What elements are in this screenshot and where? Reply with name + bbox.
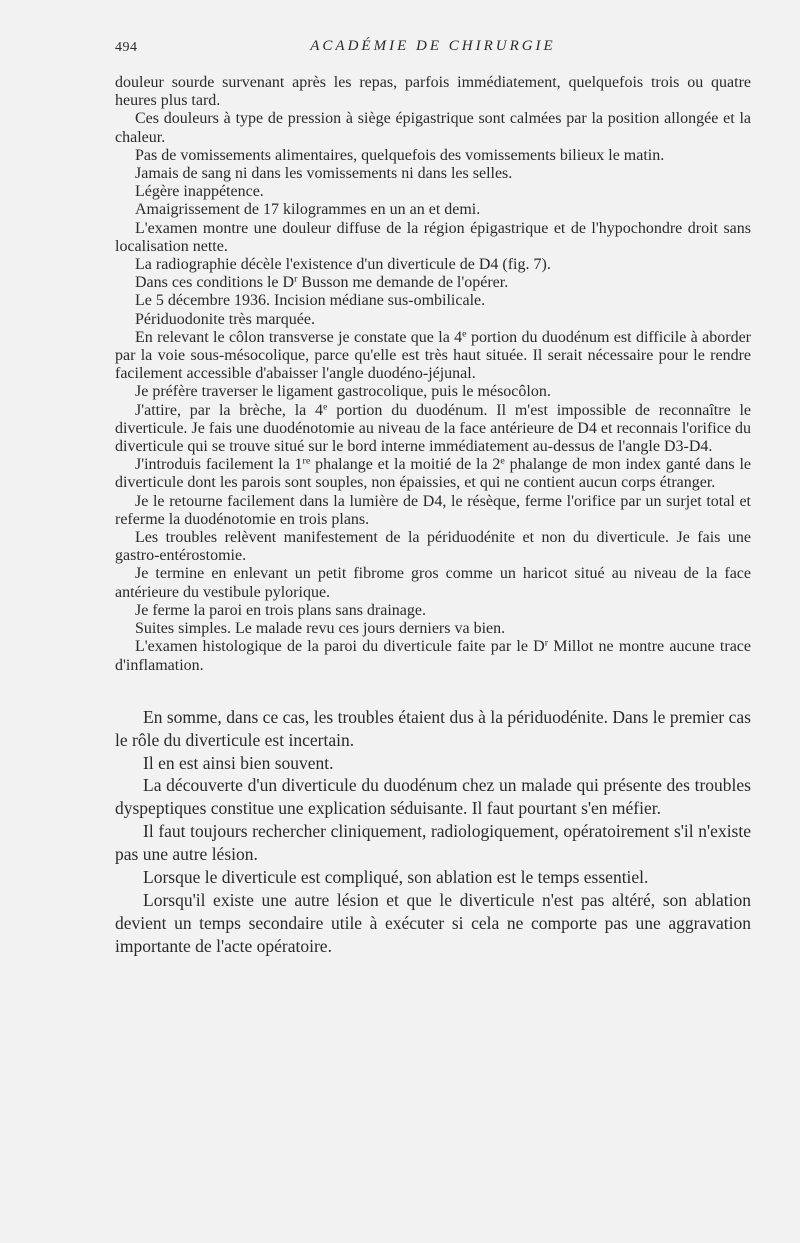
paragraph: Jamais de sang ni dans les vomissements ni dans les selles. bbox=[135, 165, 513, 183]
paragraph bbox=[115, 402, 751, 457]
paragraph bbox=[115, 456, 751, 492]
paragraph: Il faut toujours rechercher cliniquement, radiologiquement, opératoirement s'il n'existe pas une autre lésion. bbox=[115, 821, 751, 865]
paragraph: Suites simples. Le malade revu ces jours derniers va bien. bbox=[135, 620, 506, 638]
paragraph: Périduodonite très marquée. bbox=[135, 310, 315, 328]
superscript: r bbox=[544, 637, 549, 649]
paragraph: L'examen montre une douleur diffuse de la région épigastrique et de l'hypochondre droit sans localisation nette. bbox=[115, 219, 751, 255]
paragraph: Pas de vomissements alimentaires, quelquefois des vomissements bilieux le matin. bbox=[135, 146, 665, 164]
paragraph: La radiographie décèle l'existence d'un diverticule de D4 (fig. 7). bbox=[135, 256, 551, 274]
paragraph: Je ferme la paroi en trois plans sans drainage. bbox=[135, 601, 427, 619]
paragraph: douleur sourde survenant après les repas, parfois immédiatement, quelquefois trois ou quatre heures plus tard. bbox=[115, 74, 751, 110]
paragraph: Amaigrissement de 17 kilogrammes en un an et demi. bbox=[135, 201, 481, 219]
paragraph: Je le retourne facilement dans la lumière de D4, le résèque, ferme l'orifice par un surjet total et referme la duodénotomie en trois plans. bbox=[115, 492, 751, 528]
paragraph: Ces douleurs à type de pression à siège épigastrique sont calmées par la position allongée et la chaleur. bbox=[115, 110, 751, 146]
paragraph bbox=[115, 638, 751, 674]
paragraph: La découverte d'un diverticule du duodénum chez un malade qui présente des troubles dyspeptiques constitue une explication séduisante. Il faut pourtant s'en méfier. bbox=[115, 775, 751, 819]
text-run: En relevant le côlon transverse je constate que la 4 bbox=[135, 328, 463, 346]
text-run: J'introduis facilement la 1 bbox=[135, 456, 303, 474]
paragraph: Je termine en enlevant un petit fibrome gros comme un haricot situé au niveau de la face antérieure du vestibule pylorique. bbox=[115, 565, 751, 601]
paragraph: Lorsqu'il existe une autre lésion et que le diverticule n'est pas altéré, son ablation devient un temps secondaire utile à exécuter si cela ne comporte pas une aggravation importante de l'acte opératoire. bbox=[115, 889, 751, 956]
paragraph: Je préfère traverser le ligament gastrocolique, puis le mésocôlon. bbox=[135, 383, 551, 401]
text-run: phalange de mon index ganté dans le diverticule dont les parois sont souples, non épaissies, et qui ne contient aucun corps étranger. bbox=[115, 456, 751, 492]
superscript: e bbox=[323, 401, 328, 413]
page bbox=[115, 38, 751, 958]
paragraph bbox=[115, 329, 751, 384]
paragraph: Il en est ainsi bien souvent. bbox=[143, 752, 334, 773]
paragraph: Légère inappétence. bbox=[135, 183, 264, 201]
text-run: Dans ces conditions le D bbox=[135, 274, 295, 292]
page-header bbox=[115, 38, 751, 62]
case-report bbox=[115, 74, 751, 675]
page-number: 494 bbox=[115, 40, 138, 55]
paragraph: Les troubles relèvent manifestement de la périduodénite et non du diverticule. Je fais une gastro-entérostomie. bbox=[115, 529, 751, 565]
running-title: ACADÉMIE DE CHIRURGIE bbox=[310, 38, 556, 54]
superscript: r bbox=[294, 273, 298, 285]
superscript: e bbox=[500, 455, 505, 467]
summary-section bbox=[115, 706, 751, 958]
superscript: re bbox=[302, 455, 311, 467]
superscript: e bbox=[462, 328, 467, 340]
paragraph: Lorsque le diverticule est compliqué, son ablation est le temps essentiel. bbox=[143, 867, 649, 888]
paragraph: En somme, dans ce cas, les troubles étaient dus à la périduodénite. Dans le premier cas le rôle du diverticule est incertain. bbox=[115, 706, 751, 750]
text-run: phalange et la moitié de la 2 bbox=[310, 456, 501, 474]
text-run: portion du duodénum. Il m'est impossible de reconnaître le diverticule. Je fais une duodénotomie au niveau de la face antérieure de D4 et reconnais l'orifice du diverticule qui se trouve situé sur le bord interne immédiatement au-dessus de l'angle D3-D4. bbox=[115, 401, 752, 456]
text-run: L'examen histologique de la paroi du diverticule faite par le D bbox=[135, 638, 545, 656]
text-run: Millot ne montre aucune trace d'inflamation. bbox=[115, 638, 752, 674]
text-run: portion du duodénum est difficile à aborder par la voie sous-mésocolique, parce qu'elle est très haut située. Il serait nécessaire pour le rendre facilement accessible d'abaisser l'angle duodéno-jéjunal. bbox=[115, 328, 751, 383]
paragraph: Le 5 décembre 1936. Incision médiane sus-ombilicale. bbox=[135, 292, 486, 310]
paragraph bbox=[115, 274, 751, 292]
text-run: Busson me demande de l'opérer. bbox=[297, 274, 509, 292]
text-run: J'attire, par la brèche, la 4 bbox=[135, 401, 324, 419]
